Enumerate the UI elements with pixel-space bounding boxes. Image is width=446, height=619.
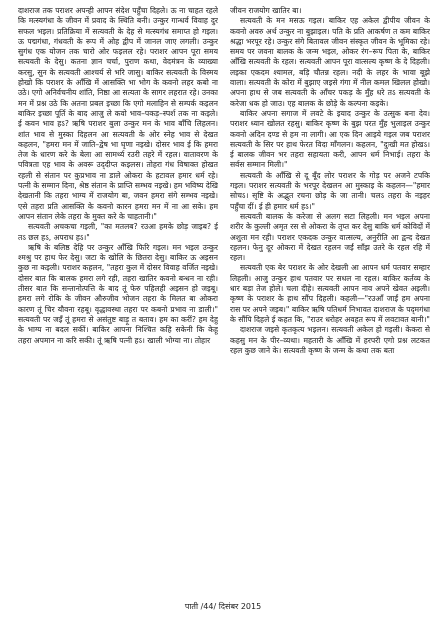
document-page [18,6,430,592]
paragraph: दाशराज जइसे कृतकृत्य भइलन। सत्यवती अकेल हो गइली। केकरा से कहसु मन के पीर–व्यथा। महतारी के आँखि में हरपरी एगो प्रश्न लटकत रहल कुछ जाने के। सत्यवती कृष्ण के जन्म के कथा तक बता [230,325,430,355]
right-column [230,6,430,592]
paragraph: सत्यवती बालक के करेजा से अलग सटा लिहली। मन भइल अपना शरीर के कुल्ली अमृत रस से ओकरा के तृप्त कर देसु बाकि धर्म कोविदों में अशुता मन रही। पराशर एकदक उन्कुर वात्सल्य, अनुरीति आ द्वन्द देखत रहलन। फेनु दूर ओकरा में देखत रहलन जईं साँझ उतरे के रहल रहि में रहल। [230,211,430,263]
paragraph: सत्यवती एक बेर पराशर के ओर देखली आ आपन धर्म पतवार सम्हार लिहली। आजु उन्कुर हाथ पतवार पर सधल ना रहल। बाकिर कर्तव्य के धार बड़ा तेज होले। चला दीहे। सत्यवती आपन नाव अपने खेवत अइली। कृष्ण के पराशर के हाथ सौंप दिहली। कहली—"रउआँ जाईं हम अपना रास पर अपने जइब।" बाकिर ऋषि पतिधर्म निभावत दाशराज के पद्‌मगंधा के सौंपि दिहले ई कहत कि, "राउर धरोहर अवहत रूप में लवटावत बानी।" [230,263,430,324]
paragraph: जीवन राजयोग खातिर बा। [230,6,302,15]
paragraph: ऋषि के बलिष्ठ देहि पर उन्कुर आँखि फिरि गइल। मन भइल उन्कुर श्मश्रु पर हाथ फेर देसु। जटा के खोलि के छितरा देसु। बाकिर ऊ अइसन कुछ ना कइली। पराशर कहलन, "तहरा कुल में दोसर विवाह वर्जित नइखे। दोसर बात कि बालक हमरा लगे रही, तहरा खातिर कवनो बन्धन ना रही। तीसर बात कि सन्तानोत्पत्ति के बाद तूं फेरु पहिलही अइसन हो जइबू। हमरा लगे रोकि के जीवन औरुजीव भोजन तहरा के मिलत बा ओकरा कारण तूं चिर यौवना रहबू। वृद्धावस्था तहरा पर कबनो प्रभाव ना डाली।" सत्यवती पर जइँ तूं हमरा से असंतुष्ट बाड़ू त बताव। हम का करीं? हम देहु के भाग्य ना बदल सकीं। बाकिर आपना निश्चित कहि सकेनी कि केहू तहरा अपमान ना करि सकी। तूं ऋषि पत्नी हऽ। खाली भोग्या ना। तोहार [18,242,218,345]
paragraph: दाशराज तक पराशर अपन्ही आपन संदेश पहुँचा दिहले। ऊ ना चाहत रहले कि मत्स्यगंधा के जीवन में प्रवाद के स्थिति बनी। उन्कुर गान्धर्व विवाह दुर सफल भइल। प्रतिक्रिया में सत्यवती के देह से मत्स्यगंध समाप्त हो गइल। ऊ पद्मगंधा, गंधवती के रूप में ओह द्वीप में जानल जाए लगली। उन्कुर सुगंध एक योजन तक चारो ओर फइलल रहे। पराशर आपन पूरा समय सत्यवती के देसु। कतना ज्ञान चर्चा, पुराण कथा, वेदमंत्रन के व्याख्या करसु, सुन के सत्यवती आश्चर्य से भरि जासु। बाकिर सत्यवती के विस्मय होखो कि पराशर के आँखि में आसक्ति भा भोग के कवनो लहर कबो ना उठे। एगो अनिर्वचनीय शांति, निष्ठा आ सत्यता के सागर लहरात रहे। उनका मन में प्रश्न उठे कि अतना प्रबल इच्छा कि एगो मलाहिन से सम्पर्क कइलन बाकिर इच्छा पूर्ति के बाद आजु ले कवो भाव–पकड़–स्पर्श तक ना कइले। ई कवन भाव हऽ? ऋषि पराशर बुला उन्कुर मन के भाव बाँचि लिहलन। शांत भाव से मुस्का दिहलन आ सत्यवती के ओर स्नेह भाव से देखत कहलन, "हमरा मन में जाति–द्वेष भा घृणा नइखे। दोसर भाव ई कि हमरा तेज के धारण करे के बेला आ सामर्थ्य रउरी तहरे में रहल। वातावरण के पवित्रता एह भाव के अवरू उद्‌दीप्त कइलस। तोहरा गंध विषाक्त होखत रहली से संतान पर कुप्रभाव ना डाले ओकरा के हटावल हमार धर्म रहे। पत्नी के सम्मान दिना, श्रेष्ठ संतान के प्राप्ति सम्भव नइखे। हम भविष्य देखि देखतानी कि तहरा भाग्य में राजयोग बा, जवन हमरा संगे सम्भव नइखे। एसे तहरा प्रति आसक्ति के कवनो कारन हमरा मन में ना आ सके। हम आपन संतान लेके तहरा के मुक्त करे के चाहतानी।" [18,6,218,221]
paragraph: बाकिर अपना सगाज में लवटे के इयाद उन्कुर के उत्सुक बना देव। पराशर ध्यान खोलत रहसु। बाकिर कृष्ण के बुझ परत मुँह भुलाइल उन्कुर कवनो अदिन दण्ड से हम ना लागी। आ एक दिन आइये गइल जब पराशर सत्यवती के सिर पर हाथ फेरत विदा माँगलन। कहलन, "दुःखी मत होखऽ। ई बालक जीवन भर तहरा सहायता करी, आपन धर्म निभाई। तहरा के सर्वस सम्मान मिली।" [230,108,430,170]
paragraph: सत्यवती के आँखि से दू बूँद लोर पराशर के गोड़ पर अजने टपकि गइल। पराशर सत्यवती के भरपूर देखलन आ मुस्काइ के कहलन—"हमार सोचऽ। सृष्टि के अद्भुत रचना छोड़ के जा तानी। चलऽ तहरा के नइहर पहुँचा दीं। ई ही हमार धर्म हऽ।" [230,170,430,211]
page-footer: पाती /44/ दिसंबर 2015 [184,602,262,611]
paragraph: सत्यवती अचकचा गइली, "का मतलब? रउआ हमके छोड़ जाइब? ई तऽ छल हऽ, अपराध हऽ।" [18,222,218,242]
left-column [18,6,218,592]
paragraph: सत्यवती के मन मसऊ गइल। बाकिर एह अकेल द्वीपीय जीवन के कवनो अवरु अर्थ उन्कुर ना बुझाइल। पति के प्रति आकर्षण त कम बाकिर श्रद्धा भरपूर रहे। उन्कुर संगे बितावल जीवन संस्कृत जीवन के भूमिका रहे। समय पर जवना बालक के जन्म भइल, ओकर रंग–रूप पिता के, बाकिर आँखि सत्यवती के रहल। सत्यवती आपन पूरा वात्सल्य कृष्ण के दे दिहली। लइका एकदम श्यामल, बड़ि चौतन्न रहल। नदी के लहर के भावा बूझे वाला। सत्यवती के कोरा में बुझाए जइसे गंगा में नील कमल खिलल होखो। अपना हाथ से जब सत्यवती के आँचर पकड़ के मुँह धरे तऽ सत्यवती के करेजा धक हो जाउ। एह बालक के छोड़े के कल्पना कइके। [230,16,430,108]
